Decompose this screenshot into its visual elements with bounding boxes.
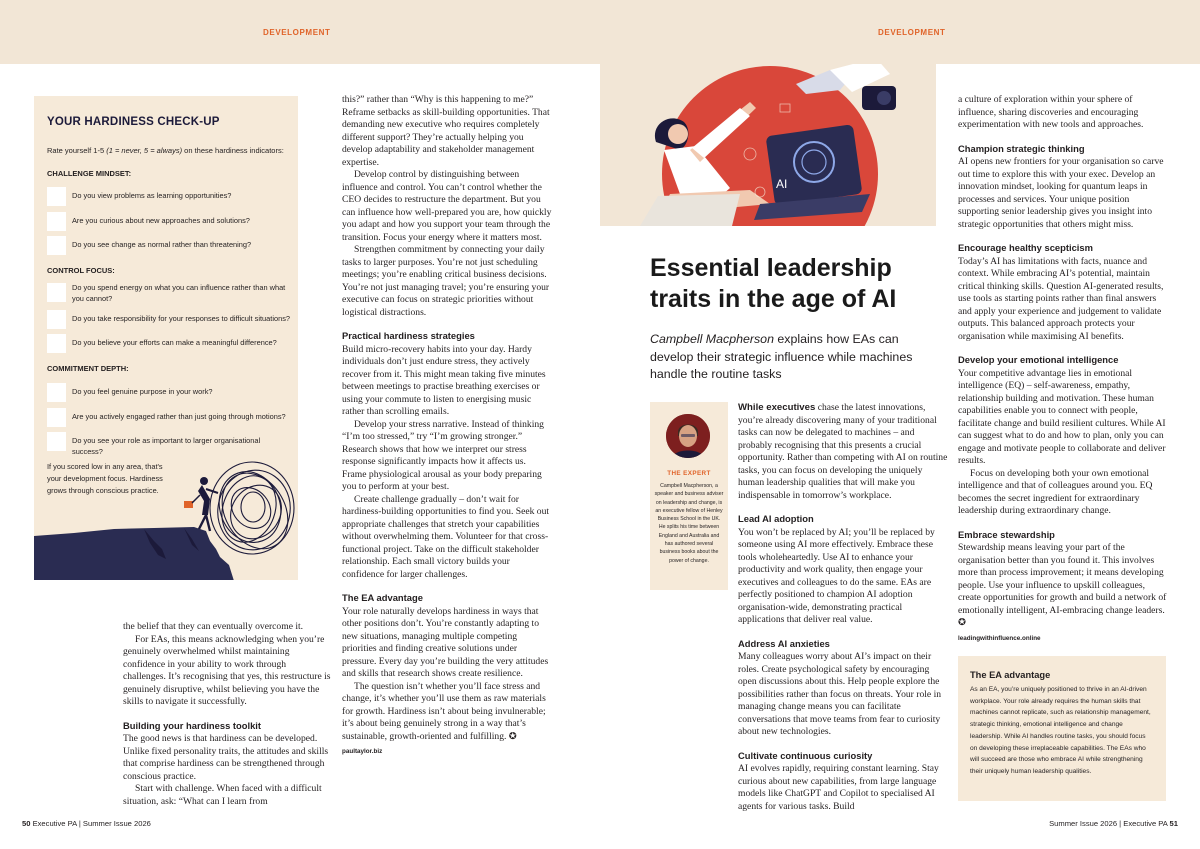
author-name: Campbell Macpherson [650,332,774,346]
subhead-scepticism: Encourage healthy scepticism [958,242,1093,253]
person-pushing-icon [184,477,218,531]
author-link[interactable]: paultaylor.biz [342,748,383,755]
ea-advantage-box [958,656,1166,801]
subhead-ea-advantage: The EA advantage [342,592,423,603]
rating-box[interactable] [47,408,66,427]
author-link[interactable]: leadingwithinfluence.online [958,634,1041,642]
folio-left: 50 Executive PA | Summer Issue 2026 [22,819,151,828]
ea-box-body: As an EA, you’re uniquely positioned to thrive in an AI-driven workplace. Your role already requires the human skills that machines cannot replicate, such as relationship management, strategic thinking, emotional intelligence and change leadership. While AI handles routine tasks, you should focus on developing these irreplaceable capabilities. The EAs who will succeed are those who embrace AI while strengthening their uniquely human leadership qualities. [970,686,1151,775]
group-label-control: CONTROL FOCUS: [47,266,115,275]
section-tag-right: DEVELOPMENT [878,28,946,37]
folio-right: Summer Issue 2026 | Executive PA 51 [1049,819,1178,828]
expert-photo [666,414,710,458]
checkup-outro: If you scored low in any area, that's your development focus. Hardiness grows through conscious practice. [47,462,163,495]
group-label-commitment: COMMITMENT DEPTH: [47,364,129,373]
checkup-item[interactable]: Are you curious about new approaches and solutions? [47,212,295,232]
section-tag-left: DEVELOPMENT [263,28,331,37]
group-label-challenge: CHALLENGE MINDSET: [47,169,132,178]
cliff-icon [34,527,234,580]
checkup-item[interactable]: Do you take responsibility for your responses to difficult situations? [47,310,295,330]
subhead-stewardship: Embrace stewardship [958,528,1055,540]
checkup-item[interactable]: Are you actively engaged rather than just going through motions? [47,408,295,428]
rating-box[interactable] [47,334,66,353]
subhead-toolkit: Building your hardiness toolkit [123,719,262,731]
page50-column-2: this?” rather than “Why is this happening to me?” Reframe setbacks as skill-building opportunities. That demanding new executive who requires completely different support? They’re actually helping you develop adaptability and stakeholder management expertise. Develop control by distinguishing between influence and control. You can’t control whether the CEO decides to restructure the department. But you can influence how well-prepared you are, how quickly you adapt and how you support your team through the transition. Focus your energy where it matters most. Strengthen commitment by connecting your daily tasks to larger purposes. You’re not just scheduling meetings; you’re enabling critical business decisions. You’re not just managing travel; you’re ensuring your executive can focus on strategic priorities without logistical distractions. Practical hardiness strategies Build micro-recovery habits into your day. Hardy individuals don’t just endure stress, they actively recover from it. This might mean taking five minutes between meetings to practise breathing exercises or using your commute to listen to energising music rather than scrolling emails. Develop your stress narrative. Instead of thinking “I’m too stressed,” try “I’m growing stronger.” Research shows that how we interpret our stress response significantly impacts how it affects us. Frame physiological arousal as your body preparing you to perform at your best. Create challenge gradually – don’t wait for hardiness-building opportunities to find you. Seek out appropriate challenges that stretch your capabilities without overwhelming them. Volunteer for that cross-functional project. Take on the difficult stakeholder relationship. Each small victory builds your confidence for larger challenges. The EA advantage Your role naturally develops hardiness in ways that other positions don’t. You’re constantly adapting to new situations, managing multiple competing priorities and finding creative solutions under pressure. Every day you’re building the very attitudes and skills that research shows create resilience. The question isn’t whether you’ll face stress and change, it’s whether you’ll use them as raw materials for growth. Hardiness isn’t about being invulnerable; it’s about being genuinely strong in a way that’s sustainable, growth-oriented and fulfilling. ✪ paultaylor.biz [342,94,552,759]
portrait-icon [666,414,710,458]
cliff-boulder-illustration [34,441,298,580]
page51-column-2: a culture of exploration within your sphere of influence, sharing discoveries and encouraging experimentation with new tools and approaches. Champion strategic thinking AI opens new frontiers for your organisation so carve out time to explore this with your exec. Develop an innovation mindset, looking for quantum leaps in processes and services. Your unique position supporting senior leadership gives you insight into strategic opportunities that others might miss. Encourage healthy scepticism Today’s AI has limitations with facts, nuance and context. While embracing AI’s potential, maintain critical thinking skills. Question AI-generated results, use tools as starting points rather than final answers and apply your experience and judgement to validate outputs. This balanced approach protects your organisation while maximising AI benefits. Develop your emotional intelligence Your competitive advantage lies in emotional intelligence (EQ) – self-awareness, empathy, relationship building and motivation. These human capabilities enable you to connect with people, facilitate change and build resilient cultures. While AI can suggest what to do and how to plan, only you can engage and motivate people to collaborate and deliver results. Focus on developing both your own emotional intelligence and that of colleagues around you. EQ becomes the secret ingredient for extraordinary leadership during extraordinary change. Embrace stewardship Stewardship means leaving your part of the organisation better than you found it. This involves more than process improvement; it means developing people. Use your influence to upskill colleagues, create opportunities for growth and build a network of emotionally intelligent, AI-embracing change leaders. ✪ leadingwithinfluence.online [958,94,1168,645]
checkup-item[interactable]: Do you spend energy on what you can influence rather than what you cannot? [47,283,295,307]
rating-box[interactable] [47,187,66,206]
page-number: 51 [1169,819,1178,828]
rating-box[interactable] [47,212,66,231]
laptop-screen-label: AI [776,177,788,191]
rating-box[interactable] [47,236,66,255]
expert-bio: Campbell Macpherson, a speaker and business adviser on leadership and change, is an executive fellow of Henley Business School in the UK. He splits his time between England and Australia and has authored several business books about the power of change. [654,483,724,564]
page51-column-1: While executives chase the latest innovations, you’re already discovering many of your traditional tasks can now be delegated to machines – and probably recognising that this presents a crucial opportunity. Rather than competing with AI on routine tasks, you can focus on developing the uniquely human leadership qualities that will make you indispensable in tomorrow’s workplace. Lead AI adoption You won’t be replaced by AI; you’ll be replaced by someone using AI more effectively. Embrace these tools wholeheartedly. Use AI to enhance your productivity and work quality, then engage your executives and colleagues to do the same. EAs are perfectly positioned to champion AI adoption organisation-wide, demonstrating practical applications that deliver real value. Address AI anxieties Many colleagues worry about AI’s impact on their roles. Create psychological safety by encouraging open discussions about this. Help people explore the possibilities rather than focus on threats. Your role in managing change means you can facilitate conversations that move teams from fear to curiosity about new technologies. Cultivate continuous curiosity AI evolves rapidly, requiring constant learning. Stay curious about new capabilities, from large language models like ChatGPT and Copilot to specialised AI agents for various tasks. Build [738,402,948,812]
subhead-curiosity: Cultivate continuous curiosity [738,749,873,761]
rating-box[interactable] [47,383,66,402]
checkup-item[interactable]: Do you believe your efforts can make a meaningful difference? [47,334,295,354]
expert-box [650,402,728,590]
subhead-eq: Develop your emotional intelligence [958,354,1119,365]
subhead-lead-adoption: Lead AI adoption [738,513,814,524]
hero-illustration [600,64,936,226]
rating-box[interactable] [47,310,66,329]
checkup-item[interactable]: Do you view problems as learning opportunities? [47,187,295,207]
page50-column-1: the belief that they can eventually overcome it. For EAs, this means acknowledging when you’re genuinely overwhelmed whilst maintaining confidence in your ability to work through challenges. It’s recognising that yes, this restructure is genuinely disruptive, whilst believing you have the skills to navigate it successfully. Building your hardiness toolkit The good news is that hardiness can be developed. Unlike fixed personality traits, the attitudes and skills that comprise hardiness can be strengthened through conscious practice. Start with challenge. When faced with a difficult situation, ask: “What can I learn from [123,621,331,807]
subhead-anxieties: Address AI anxieties [738,637,830,649]
checkup-item[interactable]: Do you see your role as important to larger organisational success? [47,432,295,452]
rating-box[interactable] [47,283,66,302]
checkup-item[interactable]: Do you feel genuine purpose in your work? [47,383,295,403]
ea-box-title: The EA advantage [970,670,1051,680]
subhead-practical: Practical hardiness strategies [342,330,475,341]
hardiness-checkup-box [34,96,298,580]
article-headline: Essential leadership traits in the age of AI [650,254,897,313]
scribble-boulder-icon [209,461,298,560]
checkup-item[interactable]: Do you see change as normal rather than threatening? [47,236,295,256]
article-standfirst: Campbell Macpherson explains how EAs can develop their strategic influence while machines handle the routine tasks [650,332,913,381]
subhead-strategic: Champion strategic thinking [958,142,1085,154]
checkup-title: YOUR HARDINESS CHECK-UP [47,116,220,128]
page-number: 50 [22,819,31,828]
laptop-icon [754,124,870,220]
expert-tag: THE EXPERT [667,470,711,477]
checkup-intro: Rate yourself 1-5 (1 = never, 5 = always) on these hardiness indicators: [47,146,284,155]
